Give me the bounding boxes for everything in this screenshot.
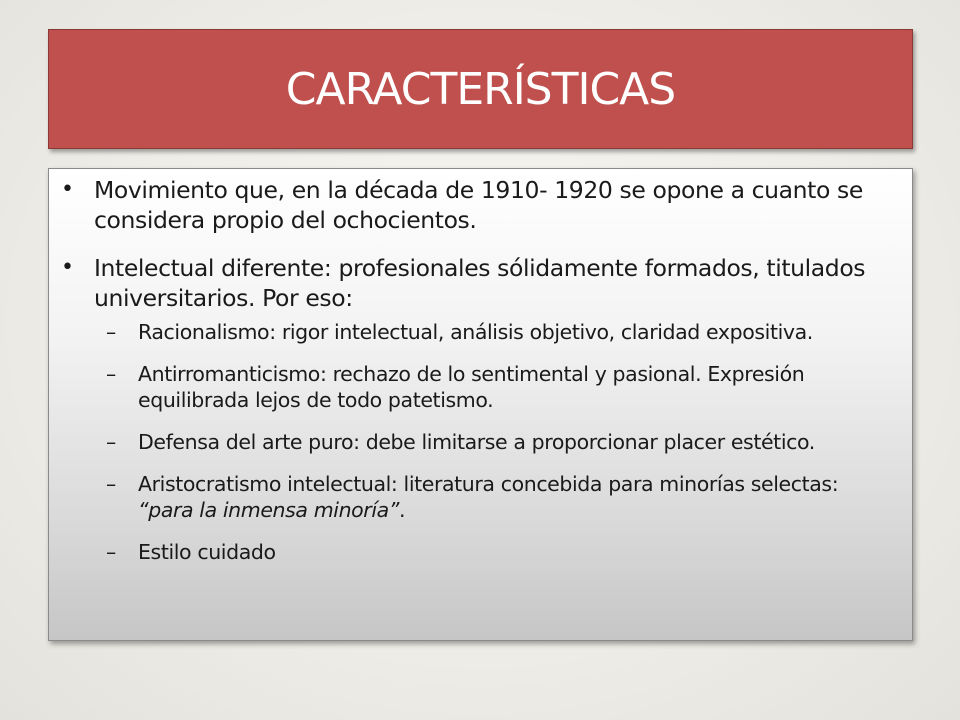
- sub-text-5: Estilo cuidado: [138, 540, 276, 564]
- sub-text-4-end: .: [399, 498, 406, 522]
- sub-item-racionalismo: [94, 319, 898, 345]
- dash-icon: –: [106, 430, 116, 454]
- bullet-list: [61, 175, 898, 565]
- dash-icon: –: [106, 320, 116, 344]
- content-box: [48, 168, 913, 641]
- dash-icon: –: [106, 472, 116, 496]
- dash-icon: –: [106, 362, 116, 386]
- sub-item-aristocratismo: [94, 471, 898, 523]
- sub-item-antirromanticismo: [94, 361, 898, 413]
- quote-text: “para la inmensa minoría”: [138, 498, 400, 522]
- bullet-icon: •: [61, 255, 74, 280]
- bullet-text-2: Intelectual diferente: profesionales sólidamente formados, titulados universitarios. Por eso:: [94, 254, 866, 312]
- sub-text-3: Defensa del arte puro: debe limitarse a proporcionar placer estético.: [138, 430, 815, 454]
- sub-text-1: Racionalismo: rigor intelectual, análisis objetivo, claridad expositiva.: [138, 320, 813, 344]
- slide-title: CARACTERÍSTICAS: [285, 63, 676, 115]
- bullet-text-1: Movimiento que, en la década de 1910- 1920 se opone a cuanto se considera propio del ochocientos.: [94, 176, 863, 234]
- sub-item-estilo: [94, 539, 898, 565]
- bullet-item-1: [61, 175, 898, 235]
- sub-text-4: Aristocratismo intelectual: literatura concebida para minorías selectas:: [138, 472, 839, 496]
- sub-list: [94, 319, 898, 565]
- bullet-item-2: [61, 253, 898, 565]
- dash-icon: –: [106, 540, 116, 564]
- title-box: [48, 29, 913, 149]
- bullet-icon: •: [61, 177, 74, 202]
- sub-text-2: Antirromanticismo: rechazo de lo sentimental y pasional. Expresión equilibrada lejos de todo patetismo.: [138, 362, 805, 412]
- sub-item-arte-puro: [94, 429, 898, 455]
